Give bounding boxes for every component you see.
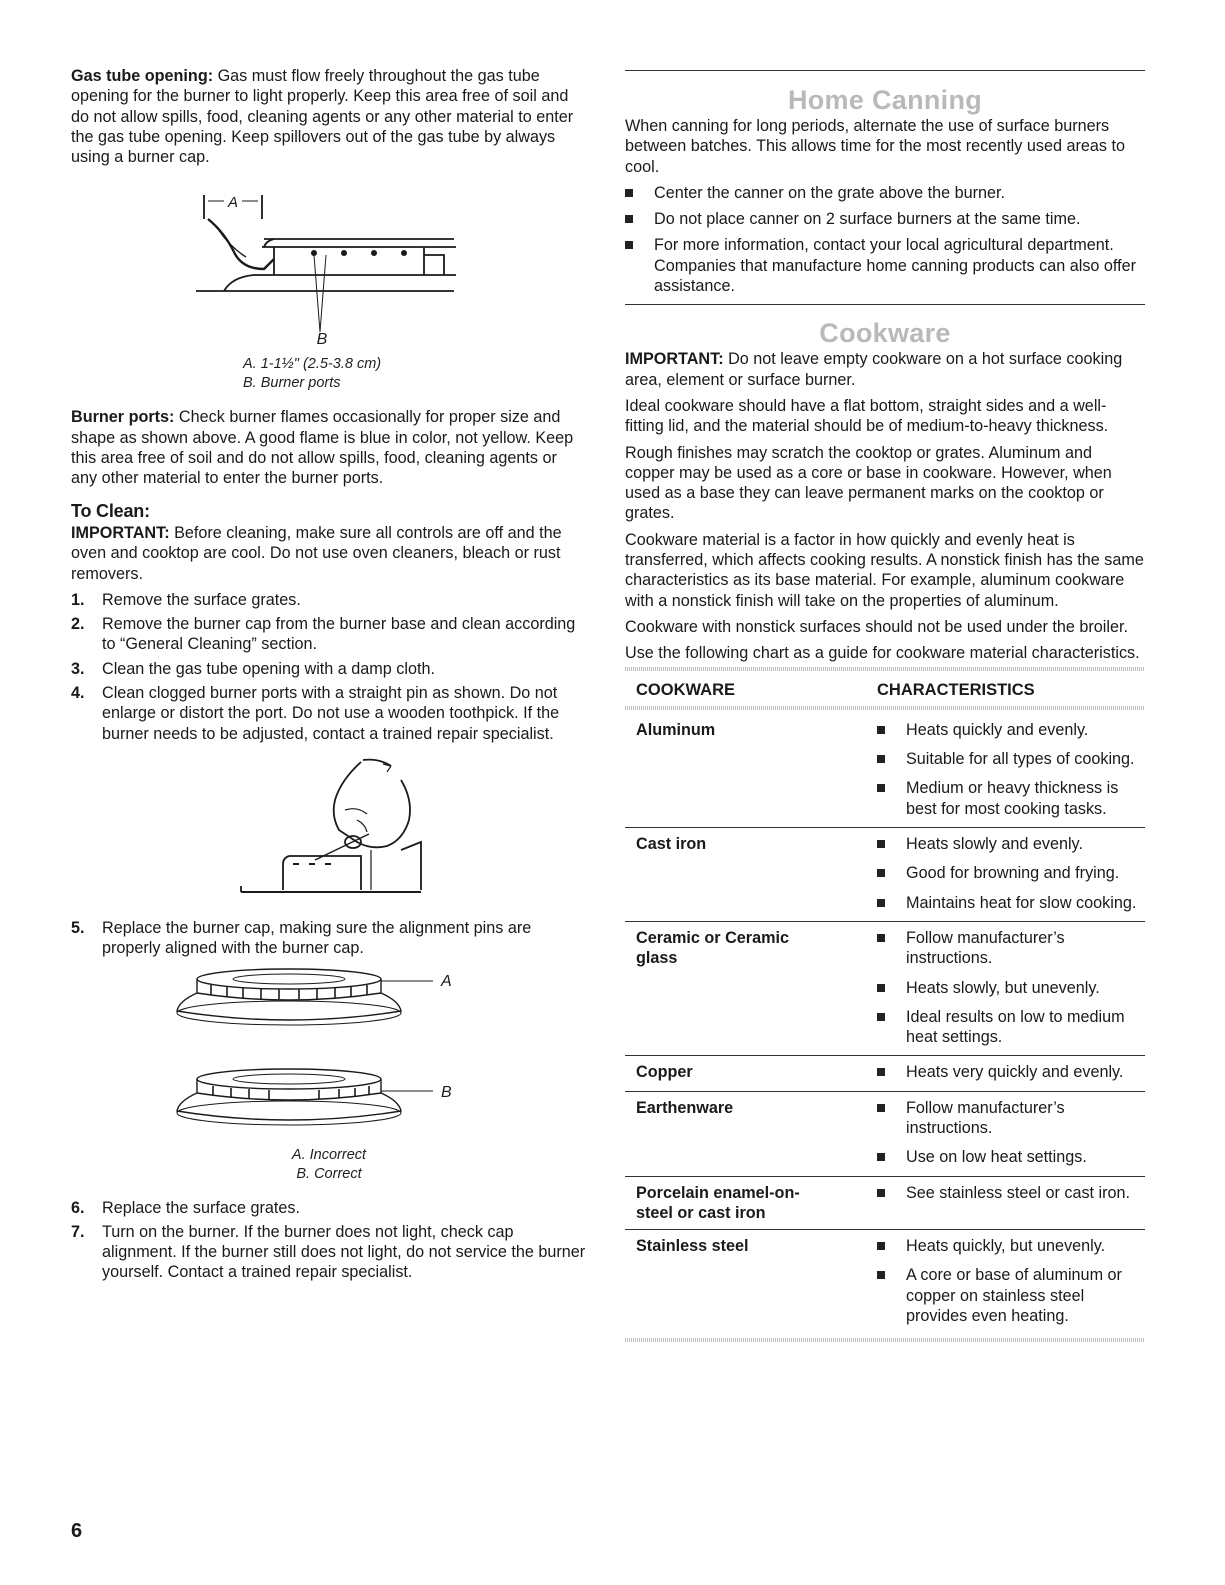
list-item: 7. Turn on the burner. If the burner does not light, check cap alignment. If the burner still does not light, do not service the burner yourself. Contact a trained repair specialist. [71, 1222, 586, 1282]
fig3-caption-a: A. Incorrect [291, 1146, 367, 1163]
cookware-important-lead: IMPORTANT: [625, 350, 724, 369]
cookware-rule [625, 304, 1145, 305]
cookware-paragraph: Rough finishes may scratch the cooktop or grates. Aluminum and copper may be used as a core or base in cookware. However, when used as a base they can leave permanent marks on the cooktop or grates. [625, 443, 1112, 523]
list-item: 1. Remove the surface grates. [71, 590, 301, 609]
fig3-label-a: A [441, 972, 452, 990]
table-row: Aluminum Heats quickly and evenly. Suitable for all types of cooking. Medium or heavy thickness is best for most cooking tasks. [625, 714, 1145, 828]
burner-ports-paragraph [71, 407, 587, 488]
fig3-caption [71, 1146, 587, 1184]
home-canning-title: Home Canning [787, 85, 983, 115]
list-item: 3. Clean the gas tube opening with a damp cloth. [71, 659, 435, 678]
gas-tube-lead: Gas tube opening: [71, 67, 214, 85]
cookware-important-text: Do not leave empty cookware on a hot surface cooking area, element or surface burner. [625, 350, 1123, 389]
home-canning-bullets [625, 183, 1145, 296]
table-header-divider [625, 706, 1145, 710]
table-bottom-border [625, 1338, 1145, 1342]
list-item: Do not place canner on 2 surface burners at the same time. [625, 209, 1145, 229]
gas-tube-illustration [194, 177, 464, 349]
steps-list-b [71, 1198, 587, 1283]
burner-ports-text: Check burner flames occasionally for proper size and shape as shown above. A good flame is blue in color, not yellow. Keep this area free of soil and do not allow spills, food, cleaning agents or any other material to enter the burner ports. [71, 408, 574, 488]
table-row: Ceramic or Ceramic glass Follow manufacturer’s instructions. Heats slowly, but unevenly. Ideal results on low to medium heat settings. [625, 921, 1145, 1055]
table-header-row [625, 674, 1145, 706]
cookware-table [625, 674, 1145, 1335]
list-item: 6. Replace the surface grates. [71, 1198, 300, 1217]
important-text: Before cleaning, make sure all controls are off and the oven and cooktop are cool. Do not use oven cleaners, bleach or rust removers. [71, 523, 562, 583]
steps-list-5 [71, 918, 587, 959]
steps-list-a [71, 590, 587, 744]
left-column [71, 66, 587, 1287]
table-row: Copper Heats very quickly and evenly. [625, 1056, 1145, 1091]
fig3-label-b: B [441, 1083, 452, 1101]
cookware-paragraph: Use the following chart as a guide for cookware material characteristics. [625, 644, 1140, 663]
cookware-title: Cookware [819, 318, 951, 349]
column-header-cookware: COOKWARE [636, 680, 735, 699]
fig1-caption [243, 355, 587, 393]
cookware-paragraph: Cookware with nonstick surfaces should not be used under the broiler. [625, 617, 1128, 636]
list-item: 5. Replace the burner cap, making sure the alignment pins are properly aligned with the burner cap. [71, 918, 532, 958]
table-row: Earthenware Follow manufacturer’s instructions. Use on low heat settings. [625, 1091, 1145, 1176]
home-canning-intro: When canning for long periods, alternate the use of surface burners between batches. This allows time for the most recently used areas to cool. [625, 117, 1125, 176]
pin-cleaning-illustration [241, 750, 441, 900]
gas-tube-paragraph [71, 66, 587, 167]
table-row: Stainless steel Heats quickly, but unevenly. A core or base of aluminum or copper on stainless steel provides even heating. [625, 1230, 1145, 1335]
column-header-characteristics: CHARACTERISTICS [877, 680, 1035, 699]
fig3-caption-b: B. Correct [296, 1165, 362, 1182]
important-lead: IMPORTANT: [71, 523, 170, 542]
table-top-border [625, 667, 1145, 671]
right-column [625, 70, 1145, 1345]
burner-cap-alignment-illustration [169, 965, 489, 1140]
fig1-label-a: A [227, 194, 239, 212]
home-canning-rule [625, 70, 1145, 71]
list-item: For more information, contact your local agricultural department. Companies that manufacture home canning products can also offer assistance. [625, 235, 1145, 296]
cookware-important [625, 349, 1145, 390]
page-number: 6 [71, 1520, 83, 1542]
fig1-caption-a: A. 1-1½" (2.5-3.8 cm) [243, 356, 382, 373]
burner-ports-lead: Burner ports: [71, 408, 175, 427]
cookware-paragraph: Ideal cookware should have a flat bottom, straight sides and a well-fitting lid, and the material should be of medium-to-heavy thickness. [625, 396, 1109, 436]
cookware-paragraph: Cookware material is a factor in how quickly and evenly heat is transferred, which affects cooking results. A nonstick finish has the same characteristics as its base material. For example, aluminum cookware with a nonstick finish will take on the properties of aluminum. [625, 530, 1144, 610]
fig1-caption-b: B. Burner ports [243, 375, 341, 392]
list-item: 2. Remove the burner cap from the burner base and clean according to “General Cleaning” section. [71, 615, 576, 654]
table-row: Porcelain enamel-on-steel or cast iron See stainless steel or cast iron. [625, 1176, 1145, 1230]
table-row: Cast iron Heats slowly and evenly. Good for browning and frying. Maintains heat for slow cooking. [625, 828, 1145, 922]
list-item: Center the canner on the grate above the burner. [625, 183, 1145, 203]
fig1-label-b: B [316, 331, 328, 349]
to-clean-important [71, 523, 587, 584]
gas-tube-text: Gas must flow freely throughout the gas tube opening for the burner to light properly. Keep this area free of soil and do not allow spills, food, cleaning agents or any other material to enter the gas tube opening. Keep spillovers out of the gas tube by always using a burner cap. [71, 67, 574, 167]
list-item: 4. Clean clogged burner ports with a straight pin as shown. Do not enlarge or distort the port. Do not use a wooden toothpick. If the burner needs to be adjusted, contact a trained repair specialist. [71, 684, 560, 743]
to-clean-heading: To Clean: [71, 500, 150, 521]
